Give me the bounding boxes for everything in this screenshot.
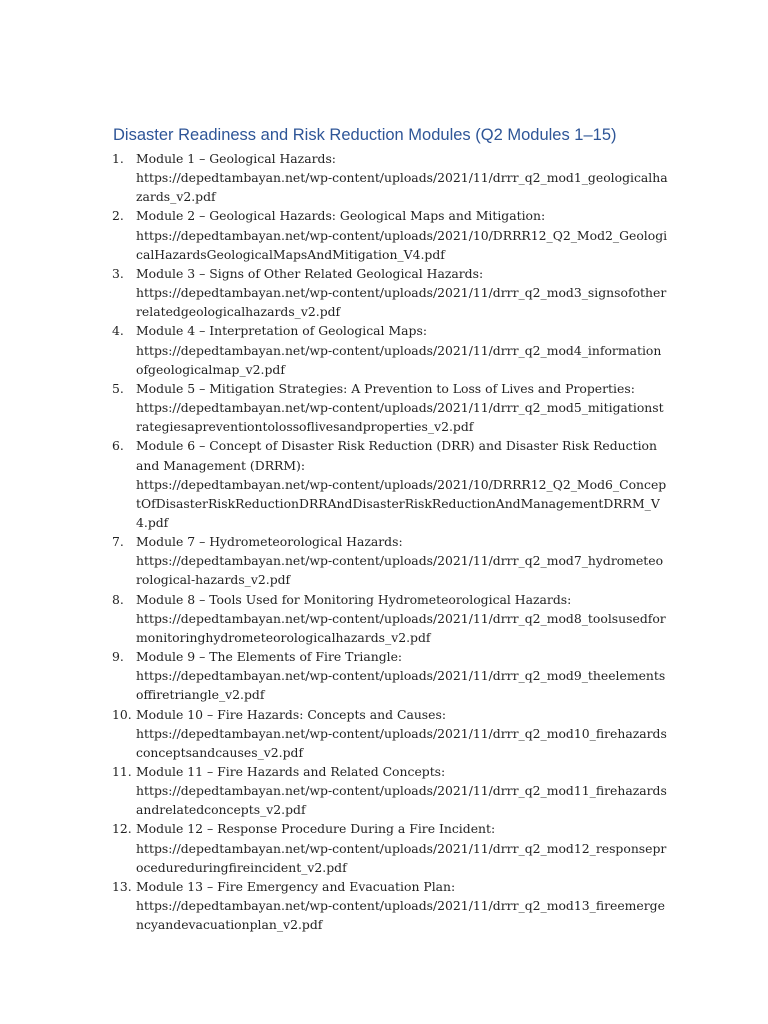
list-item-module-1 xyxy=(0,149,768,206)
module-url-link[interactable]: https://depedtambayan.net/wp-content/uploads/2021/11/drrr_q2_mod11_firehazardsandrelatedconcepts_v2.pdf xyxy=(136,783,667,818)
list-item-module-11 xyxy=(0,762,768,819)
module-url-link[interactable]: https://depedtambayan.net/wp-content/uploads/2021/11/drrr_q2_mod3_signsofotherrelatedgeologicalhazards_v2.pdf xyxy=(136,285,667,320)
list-item-number: 3. xyxy=(112,265,124,281)
module-url-link[interactable]: https://depedtambayan.net/wp-content/uploads/2021/11/drrr_q2_mod1_geologicalhazards_v2.pdf xyxy=(136,170,668,205)
module-url-link[interactable]: https://depedtambayan.net/wp-content/uploads/2021/11/drrr_q2_mod7_hydrometeorological-hazards_v2.pdf xyxy=(136,553,664,588)
list-item-number: 9. xyxy=(112,649,124,665)
list-item-module-2 xyxy=(0,206,768,263)
module-title: Module 8 – Tools Used for Monitoring Hydrometeorological Hazards: xyxy=(136,591,572,607)
list-item-module-3 xyxy=(0,264,768,321)
module-title: Module 12 – Response Procedure During a Fire Incident: xyxy=(136,821,496,837)
module-title: Module 2 – Geological Hazards: Geological Maps and Mitigation: xyxy=(136,208,546,224)
module-list xyxy=(0,149,768,934)
module-url-link[interactable]: https://depedtambayan.net/wp-content/uploads/2021/11/drrr_q2_mod13_fireemergencyandevacuationplan_v2.pdf xyxy=(136,898,665,933)
list-item-module-5 xyxy=(0,379,768,436)
module-url-link[interactable]: https://depedtambayan.net/wp-content/uploads/2021/11/drrr_q2_mod8_toolsusedformonitoringhydrometeorologicalhazards_v2.pdf xyxy=(136,610,666,645)
list-item-number: 1. xyxy=(112,151,124,166)
list-item-number: 6. xyxy=(112,438,124,454)
module-title: Module 6 – Concept of Disaster Risk Reduction (DRR) and Disaster Risk Reduction and Management (DRRM): xyxy=(136,438,657,473)
list-item-number: 11. xyxy=(112,764,132,779)
module-title: Module 5 – Mitigation Strategies: A Prevention to Loss of Lives and Properties: xyxy=(136,380,635,396)
module-url-link[interactable]: https://depedtambayan.net/wp-content/uploads/2021/11/drrr_q2_mod4_informationofgeologicalmap_v2.pdf xyxy=(136,342,662,377)
list-item-number: 10. xyxy=(112,706,132,722)
module-url-link[interactable]: https://depedtambayan.net/wp-content/uploads/2021/10/DRRR12_Q2_Mod6_ConceptOfDisasterRiskReductionDRRAndDisasterRiskReductionAndManagementDRRM_V4.pdf xyxy=(136,476,667,530)
list-item-number: 13. xyxy=(112,878,132,894)
module-title: Module 10 – Fire Hazards: Concepts and Causes: xyxy=(136,706,447,722)
module-title: Module 7 – Hydrometeorological Hazards: xyxy=(136,534,403,550)
list-item-number: 7. xyxy=(112,534,124,550)
document-title: Disaster Readiness and Risk Reduction Modules (Q2 Modules 1–15) xyxy=(113,126,617,144)
module-url-link[interactable]: https://depedtambayan.net/wp-content/uploads/2021/11/drrr_q2_mod9_theelementsoffiretriangle_v2.pdf xyxy=(136,668,666,703)
module-title: Module 9 – The Elements of Fire Triangle: xyxy=(136,649,403,665)
module-url-link[interactable]: https://depedtambayan.net/wp-content/uploads/2021/11/drrr_q2_mod10_firehazardsconceptsandcauses_v2.pdf xyxy=(136,725,667,760)
module-url-link[interactable]: https://depedtambayan.net/wp-content/uploads/2021/10/DRRR12_Q2_Mod2_GeologicalHazardsGeologicalMapsAndMitigation_V4.pdf xyxy=(136,227,668,262)
module-title: Module 4 – Interpretation of Geological Maps: xyxy=(136,323,427,339)
list-item-module-4 xyxy=(0,321,768,378)
list-item-module-12 xyxy=(0,819,768,876)
module-url-link[interactable]: https://depedtambayan.net/wp-content/uploads/2021/11/drrr_q2_mod12_responseprocedureduringfireincident_v2.pdf xyxy=(136,840,667,875)
list-item-number: 2. xyxy=(112,208,124,224)
list-item-module-9 xyxy=(0,647,768,704)
module-url-link[interactable]: https://depedtambayan.net/wp-content/uploads/2021/11/drrr_q2_mod5_mitigationstrategiesapreventiontolossoflivesandproperties_v2.pdf xyxy=(136,400,664,435)
module-title: Module 3 – Signs of Other Related Geological Hazards: xyxy=(136,265,484,281)
list-item-number: 5. xyxy=(112,380,124,396)
list-item-module-10 xyxy=(0,705,768,762)
list-item-module-7 xyxy=(0,532,768,589)
list-item-module-8 xyxy=(0,590,768,647)
list-item-number: 8. xyxy=(112,591,124,607)
list-item-module-13 xyxy=(0,877,768,934)
module-title: Module 1 – Geological Hazards: xyxy=(136,151,336,166)
module-title: Module 13 – Fire Emergency and Evacuation Plan: xyxy=(136,878,456,894)
list-item-number: 12. xyxy=(112,821,132,837)
module-title: Module 11 – Fire Hazards and Related Concepts: xyxy=(136,764,446,779)
list-item-module-6 xyxy=(0,436,768,532)
list-item-number: 4. xyxy=(112,323,124,339)
